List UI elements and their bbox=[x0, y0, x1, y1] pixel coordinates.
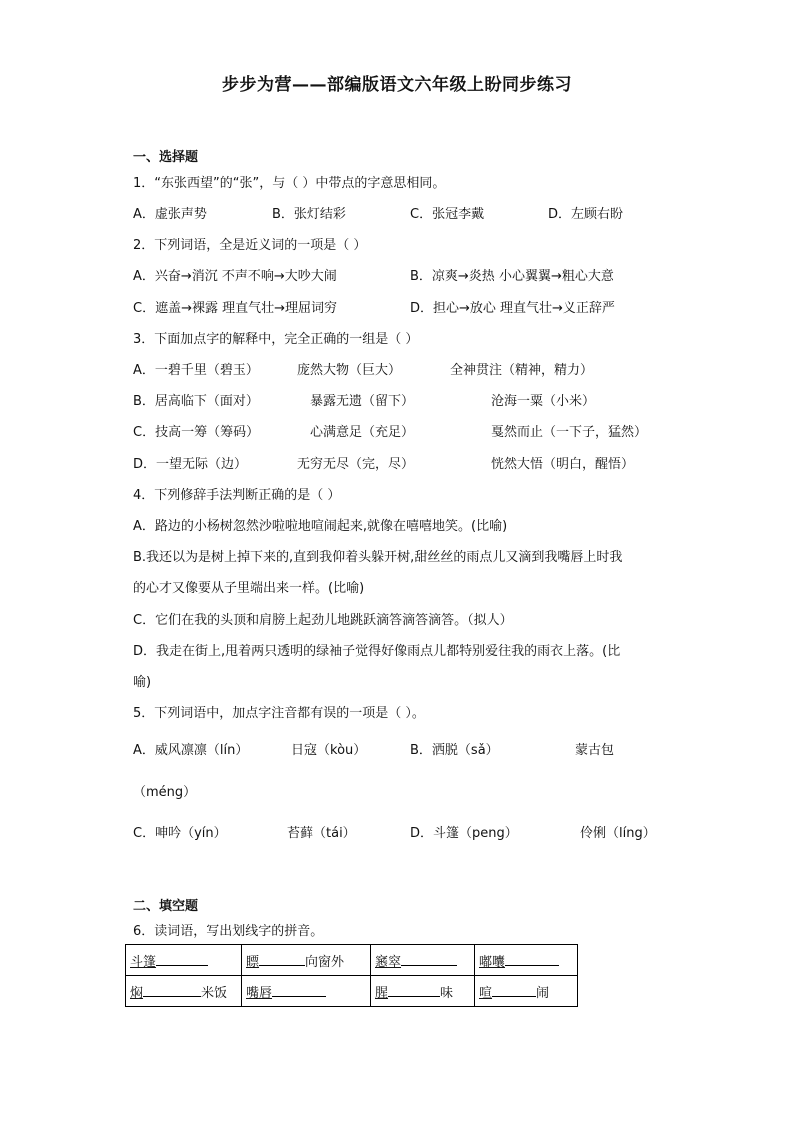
question-3-a-col2: 庞然大物（巨大） bbox=[297, 363, 402, 378]
question-3-c-col3: 戛然而止（一下子，猛然） bbox=[491, 425, 648, 440]
question-3-stem: 3．下面加点字的解释中，完全正确的一组是（ ） bbox=[133, 332, 419, 347]
question-1-option-a: A．虚张声势 bbox=[133, 207, 207, 222]
question-3-d-col2: 无穷无尽（完，尽） bbox=[297, 457, 415, 472]
underlined-word: 瞟 bbox=[246, 954, 260, 970]
question-2-option-d: D．担心→放心 理直气壮→义正辞严 bbox=[410, 301, 615, 316]
answer-blank[interactable] bbox=[272, 983, 326, 997]
answer-blank[interactable] bbox=[156, 952, 208, 966]
question-2-option-c: C．遮盖→裸露 理直气壮→理屈词穷 bbox=[133, 301, 337, 316]
table-cell: 喧 闹 bbox=[475, 976, 578, 1007]
question-3-d-col1: D．一望无际（边） bbox=[133, 457, 248, 472]
question-3-a-col3: 全神贯注（精神，精力） bbox=[450, 363, 594, 378]
table-row bbox=[126, 976, 578, 1007]
question-3-d-col3: 恍然大悟（明白，醒悟） bbox=[491, 457, 635, 472]
answer-blank[interactable] bbox=[492, 983, 536, 997]
question-1-option-d: D．左顾右盼 bbox=[548, 207, 624, 222]
question-5-d-word1: D．斗篷（peng） bbox=[410, 826, 518, 841]
question-2-stem: 2．下列词语，全是近义词的一项是（ ） bbox=[133, 238, 367, 253]
table-cell bbox=[126, 945, 242, 976]
section-heading-fill: 二、填空题 bbox=[133, 899, 199, 914]
underlined-word: 窸窣 bbox=[375, 954, 402, 970]
table-cell bbox=[242, 976, 371, 1007]
table-cell: 焖 米饭 bbox=[126, 976, 242, 1007]
answer-blank[interactable] bbox=[388, 983, 440, 997]
underlined-word: 斗篷 bbox=[130, 954, 157, 970]
question-3-b-col1: B．居高临下（面对） bbox=[133, 394, 259, 409]
answer-blank[interactable] bbox=[505, 952, 559, 966]
question-5-c-word2: 苔藓（tái） bbox=[287, 826, 356, 841]
question-5-c-word1: C．呻吟（yín） bbox=[133, 826, 227, 841]
table-cell: 腥 味 bbox=[371, 976, 475, 1007]
question-3-c-col2: 心满意足（充足） bbox=[310, 425, 415, 440]
question-5-a-word2: 日寇（kòu） bbox=[291, 743, 367, 758]
question-6-stem: 6．读词语，写出划线字的拼音。 bbox=[133, 924, 324, 939]
question-1-option-b: B．张灯结彩 bbox=[272, 207, 346, 222]
underlined-word: 嘴唇 bbox=[246, 985, 273, 1001]
pinyin-table bbox=[125, 944, 578, 1007]
table-cell bbox=[371, 945, 475, 976]
question-4-option-d-line1: D．我走在街上,甩着两只透明的绿袖子觉得好像雨点儿都特别爱往我的雨衣上落。(比 bbox=[133, 644, 621, 659]
question-4-option-b-line1: B.我还以为是树上掉下来的,直到我仰着头躲开树,甜丝丝的雨点儿又滴到我嘴唇上时我 bbox=[133, 550, 623, 565]
question-5-d-word2: 伶俐（líng） bbox=[580, 826, 656, 841]
question-3-c-col1: C．技高一筹（筹码） bbox=[133, 425, 260, 440]
underlined-word: 腥 bbox=[375, 985, 389, 1001]
question-4-option-c: C．它们在我的头顶和肩膀上起劲儿地跳跃滴答滴答滴答。（拟人） bbox=[133, 613, 513, 628]
question-4-option-d-line2: 喻) bbox=[133, 675, 152, 690]
question-5-stem: 5．下列词语中，加点字注音都有误的一项是（ ）。 bbox=[133, 706, 425, 721]
section-heading-choice: 一、选择题 bbox=[133, 150, 199, 165]
question-4-stem: 4．下列修辞手法判断正确的是（ ） bbox=[133, 488, 341, 503]
answer-blank[interactable] bbox=[401, 952, 457, 966]
answer-blank[interactable] bbox=[259, 952, 305, 966]
table-cell: 瞟 向窗外 bbox=[242, 945, 371, 976]
question-3-b-col3: 沧海一粟（小米） bbox=[491, 394, 596, 409]
question-5-a-word1: A．威风凛凛（lín） bbox=[133, 743, 249, 758]
question-2-option-b: B．凉爽→炎热 小心翼翼→粗心大意 bbox=[410, 269, 614, 284]
page-title: 步步为营——部编版语文六年级上盼同步练习 bbox=[222, 75, 572, 95]
underlined-word: 嘟囔 bbox=[479, 954, 506, 970]
table-row bbox=[126, 945, 578, 976]
question-2-option-a: A．兴奋→消沉 不声不响→大吵大闹 bbox=[133, 269, 337, 284]
question-5-b-word2: 蒙古包 bbox=[575, 743, 615, 758]
underlined-word: 焖 bbox=[130, 985, 144, 1001]
question-3-a-col1: A．一碧千里（碧玉） bbox=[133, 363, 259, 378]
question-5-b-word1: B．洒脱（sǎ） bbox=[410, 743, 499, 758]
question-5-b-pinyin: （méng） bbox=[133, 785, 197, 800]
question-4-option-b-line2: 的心才又像要从子里端出来一样。(比喻) bbox=[133, 581, 365, 596]
answer-blank[interactable] bbox=[143, 983, 201, 997]
question-4-option-a: A．路边的小杨树忽然沙啦啦地喧闹起来,就像在嘻嘻地笑。(比喻) bbox=[133, 519, 508, 534]
table-cell bbox=[475, 945, 578, 976]
question-1-stem: 1．“东张西望”的“张”，与（ ）中带点的字意思相同。 bbox=[133, 176, 446, 191]
underlined-word: 喧 bbox=[479, 985, 493, 1001]
question-3-b-col2: 暴露无遗（留下） bbox=[310, 394, 415, 409]
question-1-option-c: C．张冠李戴 bbox=[410, 207, 485, 222]
